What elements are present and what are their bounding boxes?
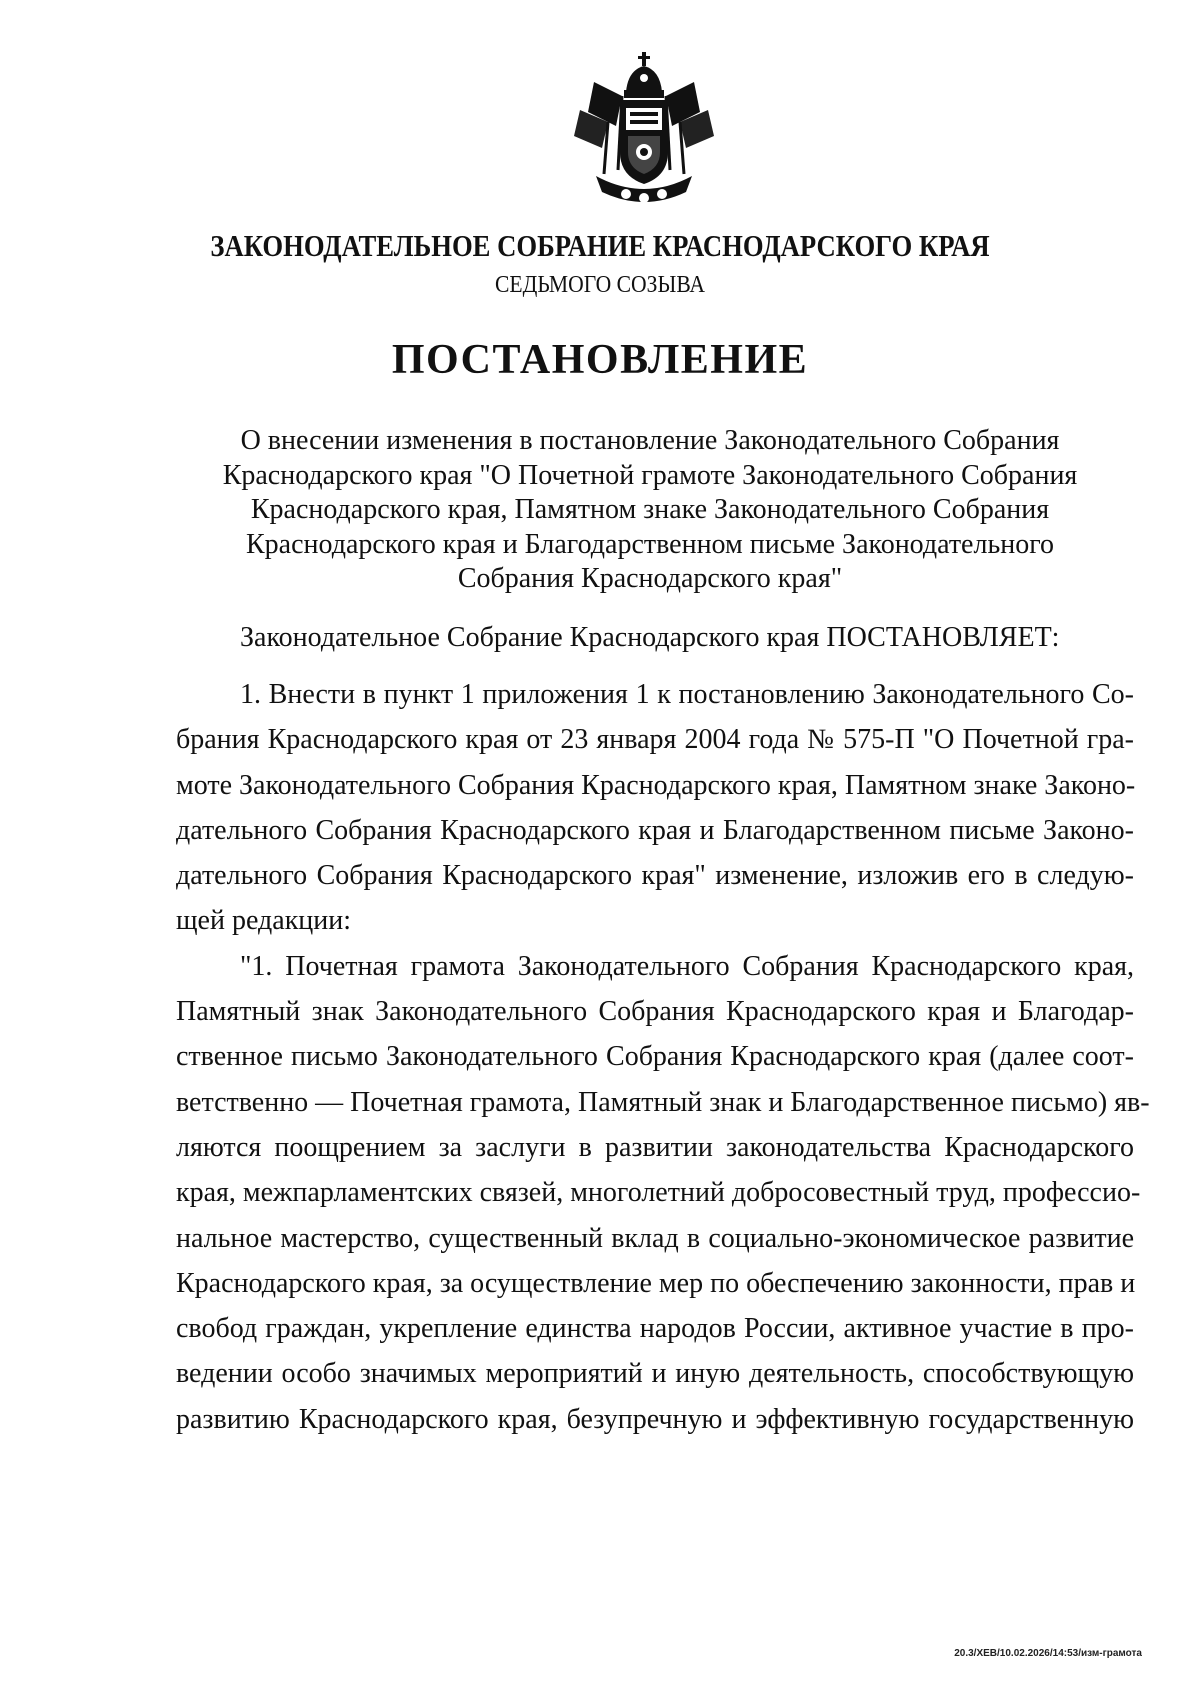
organization-title: ЗАКОНОДАТЕЛЬНОЕ СОБРАНИЕ КРАСНОДАРСКОГО КРАЯ xyxy=(210,228,990,263)
body-line: дательного Собрания Краснодарского края" изменение, изложив его в следую- xyxy=(176,860,1134,892)
body-line: ведении особо значимых мероприятий и иную деятельность, способствующую xyxy=(176,1358,1134,1390)
document-type-heading: ПОСТАНОВЛЕНИЕ xyxy=(391,337,809,383)
subject-line: Краснодарского края и Благодарственном письме Законодательного xyxy=(246,528,1054,560)
body-line: моте Законодательного Собрания Краснодарского края, Памятном знаке Законо- xyxy=(176,769,1136,801)
body-line: развитию Краснодарского края, безупречную и эффективную государственную xyxy=(176,1403,1134,1435)
body-line: свобод граждан, укрепление единства народов России, активное участие в про- xyxy=(176,1313,1134,1345)
subject-line: Собрания Краснодарского края" xyxy=(457,563,843,594)
convocation-label: СЕДЬМОГО СОЗЫВА xyxy=(495,272,705,298)
body-line: 1. Внести в пункт 1 приложения 1 к постановлению Законодательного Со- xyxy=(240,679,1134,710)
document-subject xyxy=(210,424,1090,597)
body-line: края, межпарламентских связей, многолетний добросовестный труд, профессио- xyxy=(176,1177,1141,1209)
body-line: ляются поощрением за заслуги в развитии законодательства Краснодарского xyxy=(176,1131,1134,1163)
body-line: "1. Почетная грамота Законодательного Собрания Краснодарского края, xyxy=(240,950,1134,982)
coat-of-arms-icon xyxy=(574,52,714,212)
body-line: Краснодарского края, за осуществление мер по обеспечению законности, прав и xyxy=(176,1267,1136,1299)
body-line: щей редакции: xyxy=(176,905,352,937)
body-line: брания Краснодарского края от 23 января 2004 года № 575-П "О Почетной гра- xyxy=(176,724,1134,756)
subject-line: Краснодарского края, Памятном знаке Законодательного Собрания xyxy=(250,494,1050,525)
body-line: ственное письмо Законодательного Собрания Краснодарского края (далее соот- xyxy=(176,1041,1134,1073)
body-line: ветственно — Почетная грамота, Памятный знак и Благодарственное письмо) яв- xyxy=(176,1086,1150,1118)
body-line: дательного Собрания Краснодарского края и Благодарственном письме Законо- xyxy=(176,814,1134,846)
subject-line: О внесении изменения в постановление Законодательного Собрания xyxy=(240,425,1060,456)
body-line: нальное мастерство, существенный вклад в социально-экономическое развитие xyxy=(176,1222,1134,1254)
resolution-preamble: Законодательное Собрание Краснодарского края ПОСТАНОВЛЯЕТ: xyxy=(240,622,1060,653)
document-registration-code: 20.3/ХЕВ/10.02.2026/14:53/изм-грамота xyxy=(954,1648,1142,1659)
document-body xyxy=(176,672,1150,1442)
subject-line: Краснодарского края "О Почетной грамоте Законодательного Собрания xyxy=(222,459,1078,491)
body-line: Памятный знак Законодательного Собрания Краснодарского края и Благодар- xyxy=(176,996,1134,1028)
